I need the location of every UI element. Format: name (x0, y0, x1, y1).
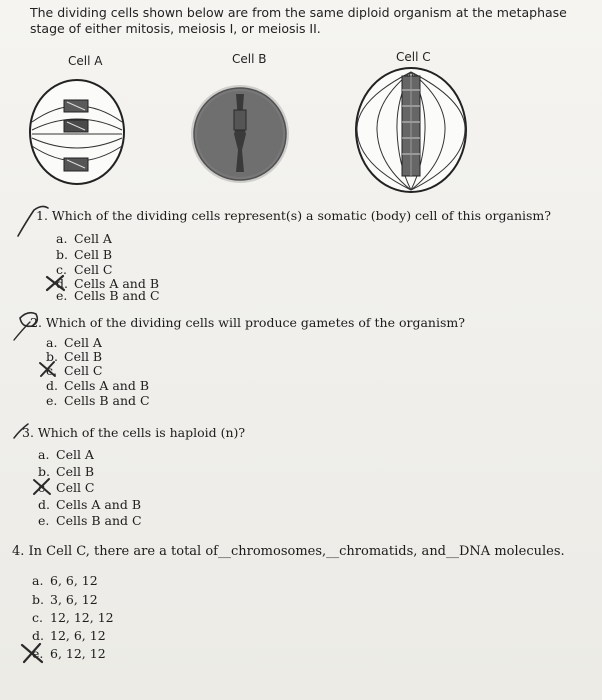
question-3-number: 3. (22, 425, 34, 440)
q3-answer-x-icon (34, 479, 50, 494)
q2-option-d[interactable]: d. Cells A and B (46, 378, 150, 393)
q1-answer-x-icon (47, 276, 64, 290)
cell-a-label: Cell A (68, 54, 103, 68)
question-2-text: Which of the dividing cells will produce gametes of the organism? (45, 315, 465, 330)
q2-option-e[interactable]: e. Cells B and C (46, 393, 150, 408)
q1-check-icon (18, 206, 48, 236)
q1-option-c[interactable]: c. Cell C (56, 262, 113, 277)
question-4-number: 4. (12, 544, 25, 559)
q4-option-c[interactable]: c. 12, 12, 12 (32, 610, 114, 625)
q4-option-e[interactable]: e. 6, 12, 12 (32, 646, 106, 661)
q2-option-a[interactable]: a. Cell A (46, 335, 102, 350)
cell-b-label: Cell B (232, 52, 267, 66)
q3-check-icon (14, 424, 28, 438)
q1-option-b[interactable]: b. Cell B (56, 247, 113, 262)
question-1-text: Which of the dividing cells represent(s) a somatic (body) cell of this organism? (51, 208, 551, 223)
q4-option-a[interactable]: a. 6, 6, 12 (32, 573, 98, 588)
q3-option-a[interactable]: a. Cell A (38, 447, 94, 462)
q4-answer-x-icon (22, 644, 42, 662)
question-2-number: 2. (30, 315, 42, 330)
q2-check-icon (14, 322, 30, 340)
q2-option-c[interactable]: c. Cell C (46, 363, 103, 378)
q3-option-d[interactable]: d. Cells A and B (38, 497, 142, 512)
q1-option-a[interactable]: a. Cell A (56, 231, 112, 246)
question-1-number: 1. (36, 208, 48, 223)
cell-c-label: Cell C (396, 50, 431, 64)
q4-option-b[interactable]: b. 3, 6, 12 (32, 592, 98, 607)
q4-option-d[interactable]: d. 12, 6, 12 (32, 628, 106, 643)
question-3-text: Which of the cells is haploid (n)? (37, 425, 246, 440)
q3-option-b[interactable]: b. Cell B (38, 464, 95, 479)
q3-option-c[interactable]: c. Cell C (38, 480, 95, 495)
q2-option-b[interactable]: b. Cell B (46, 349, 103, 364)
q2-answer-x-icon (40, 362, 55, 376)
intro-text: The dividing cells shown below are from the same diploid organism at the metaphase stage of either mitosis, meiosis I, or meiosis II. (30, 5, 567, 36)
q1-option-d[interactable]: d. Cells A and B (56, 276, 160, 291)
q3-option-e[interactable]: e. Cells B and C (38, 513, 142, 528)
question-4-text: In Cell C, there are a total of__chromosomes,__chromatids, and__DNA molecules. (28, 544, 565, 559)
q1-option-e[interactable]: e. Cells B and C (56, 288, 160, 303)
